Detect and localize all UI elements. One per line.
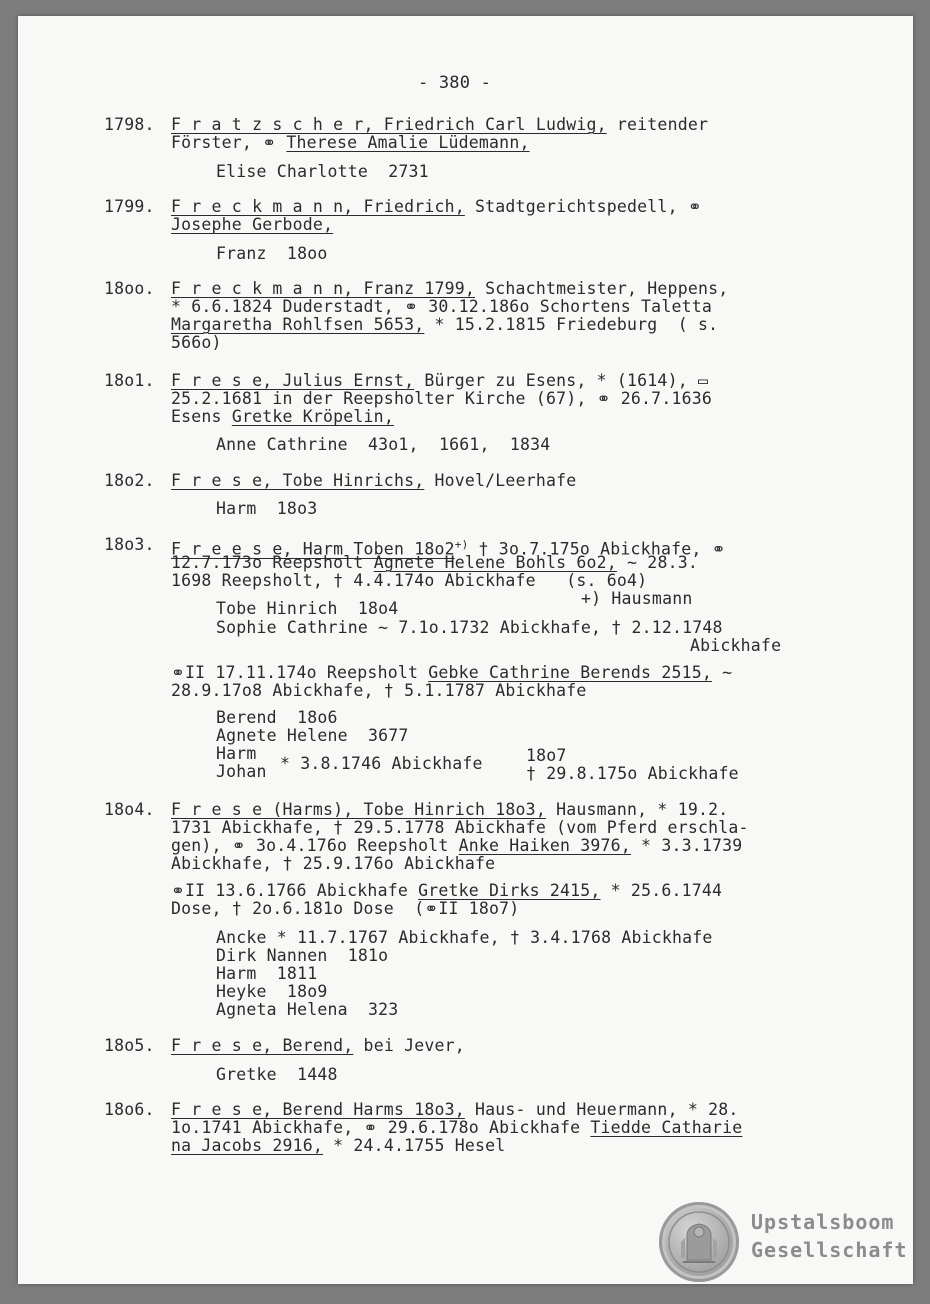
marriage-line: 28.9.17o8 Abickhafe, † 5.1.1787 Abickhafe [171,681,587,700]
child-line: † 29.8.175o Abickhafe [526,764,739,783]
entry-line: F r e s e, Berend Harms 18o3, Haus- und Heuermann, * 28. [171,1100,739,1119]
entry-line: na Jacobs 2916, * 24.4.1755 Hesel [171,1136,506,1155]
child-line: Tobe Hinrich 18o4 [216,599,399,618]
entry-line: gen), ⚭ 3o.4.176o Reepsholt Anke Haiken 3976, * 3.3.1739 [171,836,743,855]
entry-number: 18o4. [104,800,155,819]
child-line: * 3.8.1746 Abickhafe [280,754,483,773]
entry-line: F r e c k m a n n, Franz 1799, Schachtmeister, Heppens, [171,279,729,298]
entry-line: Josephe Gerbode, [171,215,334,234]
entry-line: 1o.1741 Abickhafe, ⚭ 29.6.178o Abickhafe Tiedde Catharie [171,1118,743,1137]
entry-line: F r a t z s c h e r, Friedrich Carl Ludwig, reitender [171,115,709,134]
entry-line: 12.7.173o Reepsholt Agnete Helene Bohls 6o2, ~ 28.3. [171,553,698,572]
entry-line: Förster, ⚭ Therese Amalie Lüdemann, [171,133,530,152]
child-line: Gretke 1448 [216,1065,338,1084]
entry-number: 1798. [104,115,155,134]
entry-line: * 6.6.1824 Duderstadt, ⚭ 30.12.186o Schortens Taletta [171,297,712,316]
child-line: Dirk Nannen 181o [216,946,389,965]
child-line: Harm 1811 [216,964,318,983]
entry-line: 566o) [171,333,222,352]
child-line: Harm [216,744,257,763]
entry-line: F r e s e (Harms), Tobe Hinrich 18o3, Hausmann, * 19.2. [171,800,729,819]
child-line: Heyke 18o9 [216,982,328,1001]
marriage-line: Dose, † 2o.6.181o Dose (⚭II 18o7) [171,899,520,918]
entry-number: 18o6. [104,1100,155,1119]
entry-line: F r e e s e, Harm Toben 18o2+) † 3o.7.175o Abickhafe, ⚭ [171,538,726,559]
marriage-line: ⚭II 13.6.1766 Abickhafe Gretke Dirks 2415, * 25.6.1744 [171,881,723,900]
logo-line-1: Upstalsboom [751,1210,895,1234]
child-line: Sophie Cathrine ~ 7.1o.1732 Abickhafe, † 2.12.1748 [216,618,723,637]
child-line: Anne Cathrine 43o1, 1661, 1834 [216,435,551,454]
entry-line: Abickhafe, † 25.9.176o Abickhafe [171,854,496,873]
child-line: Johan [216,762,267,781]
child-line: Agnete Helene 3677 [216,726,409,745]
entry-line: F r e s e, Berend, bei Jever, [171,1036,465,1055]
child-line: Elise Charlotte 2731 [216,162,429,181]
entry-number: 18o3. [104,535,155,554]
child-line: Abickhafe [690,636,782,655]
entry-number: 18oo. [104,279,155,298]
entry-number: 18o1. [104,371,155,390]
marriage-line: ⚭II 17.11.174o Reepsholt Gebke Cathrine Berends 2515, ~ [171,663,733,682]
entry-line: F r e s e, Julius Ernst, Bürger zu Esens, * (1614), ▭ [171,371,709,390]
entry-line: F r e s e, Tobe Hinrichs, Hovel/Leerhafe [171,471,577,490]
child-line: Ancke * 11.7.1767 Abickhafe, † 3.4.1768 Abickhafe [216,928,713,947]
entry-line: 1698 Reepsholt, † 4.4.174o Abickhafe (s. 6o4) [171,571,648,590]
child-line: Harm 18o3 [216,499,318,518]
entry-number: 18o5. [104,1036,155,1055]
footnote: +) Hausmann [581,589,693,608]
entry-line: F r e c k m a n n, Friedrich, Stadtgerichtspedell, ⚭ [171,197,702,216]
seal-icon [659,1202,739,1282]
entry-number: 1799. [104,197,155,216]
child-line: 18o7 [526,746,567,765]
page-number: - 380 - [418,73,492,93]
child-line: Franz 18oo [216,244,328,263]
document-page [18,16,913,1284]
entry-number: 18o2. [104,471,155,490]
entry-line: 1731 Abickhafe, † 29.5.1778 Abickhafe (vom Pferd erschla- [171,818,749,837]
child-line: Berend 18o6 [216,708,338,727]
entry-line: 25.2.1681 in der Reepsholter Kirche (67), ⚭ 26.7.1636 [171,389,712,408]
child-line: Agneta Helena 323 [216,1000,399,1019]
upstalsboom-logo [659,1198,909,1284]
entry-line: Esens Gretke Kröpelin, [171,407,394,426]
entry-line: Margaretha Rohlfsen 5653, * 15.2.1815 Friedeburg ( s. [171,315,719,334]
logo-line-2: Gesellschaft [751,1238,908,1262]
